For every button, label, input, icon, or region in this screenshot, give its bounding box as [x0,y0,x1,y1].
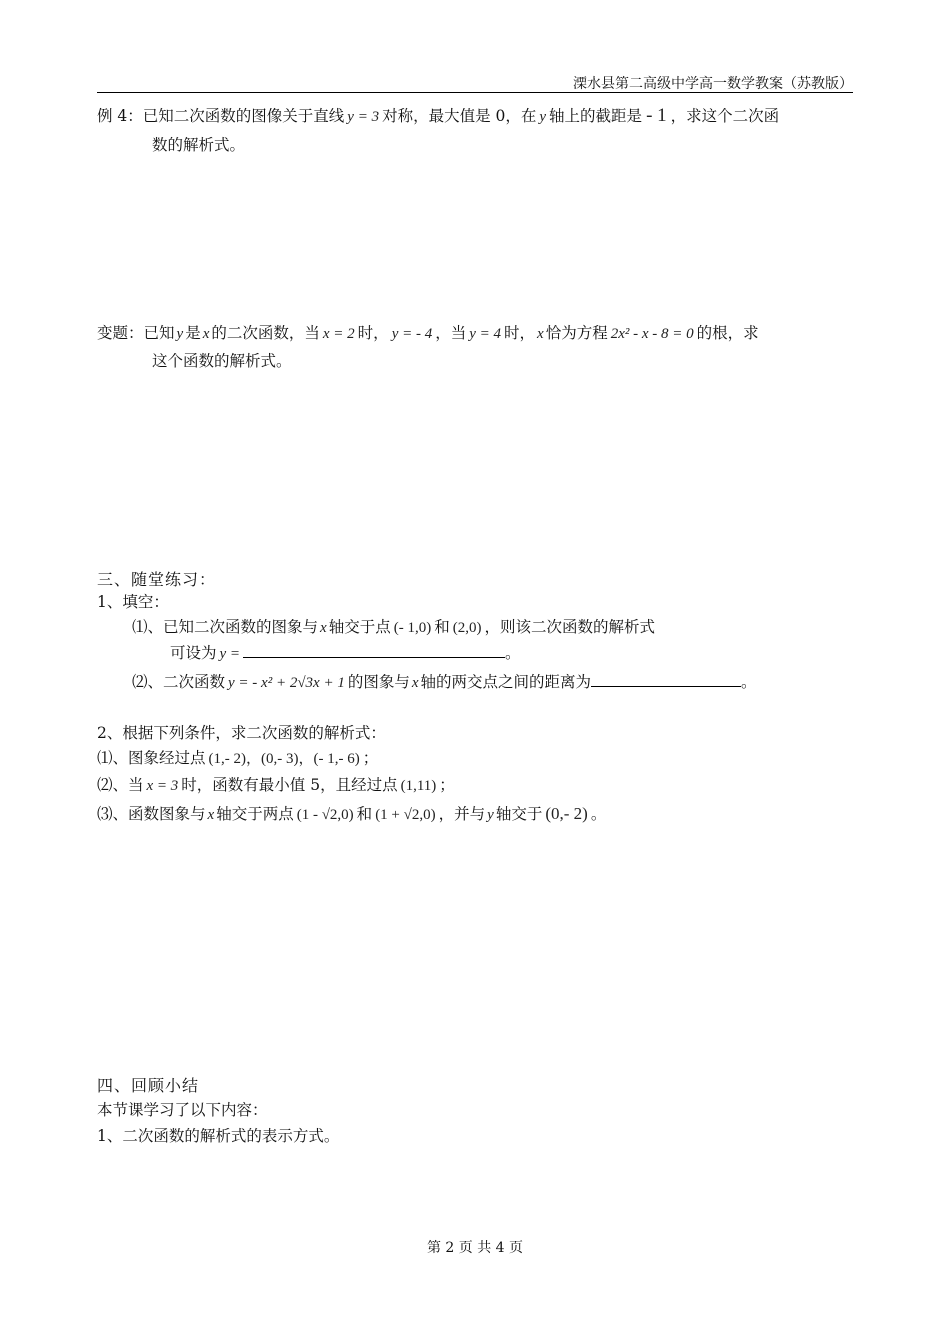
text: 和 [434,618,450,636]
text: 轴交于 [495,805,543,823]
section-4-line-2: 1、二次函数的解析式的表示方式。 [97,1127,340,1145]
text: 轴上的截距是 [549,107,643,125]
math-var: y [539,109,547,125]
text: 和 [356,805,373,823]
text: ⑴、已知二次函数的图象与 [132,618,319,636]
text: ，并与 [438,805,486,823]
text: 轴的两交点之间的距离为 [420,673,592,691]
text: ⑶、函数图象与 [97,805,206,823]
math-equation: 2x² - x - 8 = 0 [610,326,694,342]
math-var: x [202,326,210,342]
text: 轴交于点 [328,618,391,636]
math-point: (- 1,0) [393,620,432,636]
text: 。 [741,673,757,691]
variant-line-1 [97,322,759,345]
text: 的二次函数，当 [211,324,320,342]
text: ⑵、当 [97,776,144,794]
math-eq: x = 3 [146,778,179,794]
math-var: x [320,620,327,636]
text: ⑴、图象经过点 [97,749,206,767]
variant-line-2: 这个函数的解析式。 [152,352,292,370]
section-3-title: 三、随堂练习： [97,570,217,589]
math-eq: y = - 4 [391,326,433,342]
math-var: x [537,326,544,342]
example-4-line-2: 数的解析式。 [152,136,246,154]
math-eq: y = 3 [347,109,380,125]
math-num: - 1 [646,105,667,126]
text: ⑵、二次函数 [132,673,226,691]
header-rule [97,92,853,93]
math-var: y [176,326,184,342]
text: 时，函数有最小值 5，且经过点 [181,776,398,794]
q1-2-line [132,670,757,694]
text: ，则该二次函数的解析式 [484,618,655,636]
text: ，求这个二次函 [670,107,780,125]
q1-1-line-2 [170,641,521,665]
q1-1-line-1 [132,616,655,639]
math-equation: y = - x² + 2√3x + 1 [228,675,345,691]
text: 的根，求 [696,324,759,342]
math-point: (2,0) [452,620,482,636]
text: ； [439,776,455,794]
text: 时， [357,324,389,342]
math-point: (1 + √2,0) [375,807,436,823]
section-4-title: 四、回顾小结 [97,1076,200,1095]
math-point: (1 - √2,0) [296,807,354,823]
text: 例 4：已知二次函数的图像关于直线 [97,107,345,125]
q2-label: 2、根据下列条件，求二次函数的解析式： [97,724,386,742]
q2-2-line [97,774,455,797]
math-var: x [411,675,419,691]
math-var: x [207,807,215,823]
text: 是 [185,324,201,342]
text: 恰为方程 [545,324,608,342]
q2-1-line [97,747,378,770]
text: 变题：已知 [97,324,175,342]
header-title: 溧水县第二高级中学高一数学教案（苏教版） [573,76,853,92]
math-point: (0,- 2) [545,804,588,823]
text: ，当 [435,324,467,342]
text: 的图象与 [347,673,410,691]
text: ； [362,749,379,767]
q1-label: 1、填空： [97,593,169,611]
math-eq: y = [219,646,241,662]
math-points: (1,- 2)，(0,- 3)，(- 1,- 6) [208,751,360,767]
answer-blank[interactable] [243,641,505,658]
math-eq: x = 2 [322,326,355,342]
text: 可设为 [170,644,217,662]
example-4-line-1 [97,105,779,128]
math-eq: y = 4 [469,326,502,342]
math-var: y [487,807,494,823]
text: 。 [505,644,521,662]
text: 轴交于两点 [216,805,294,823]
section-4-line-1: 本节课学习了以下内容： [97,1101,268,1119]
text: 对称，最大值是 0，在 [382,107,537,125]
page-footer: 第 2 页 共 4 页 [426,1240,524,1256]
answer-blank[interactable] [591,670,741,687]
text: 。 [590,805,607,823]
math-point: (1,11) [400,778,437,794]
text: 时， [504,324,536,342]
q2-3-line [97,803,606,826]
